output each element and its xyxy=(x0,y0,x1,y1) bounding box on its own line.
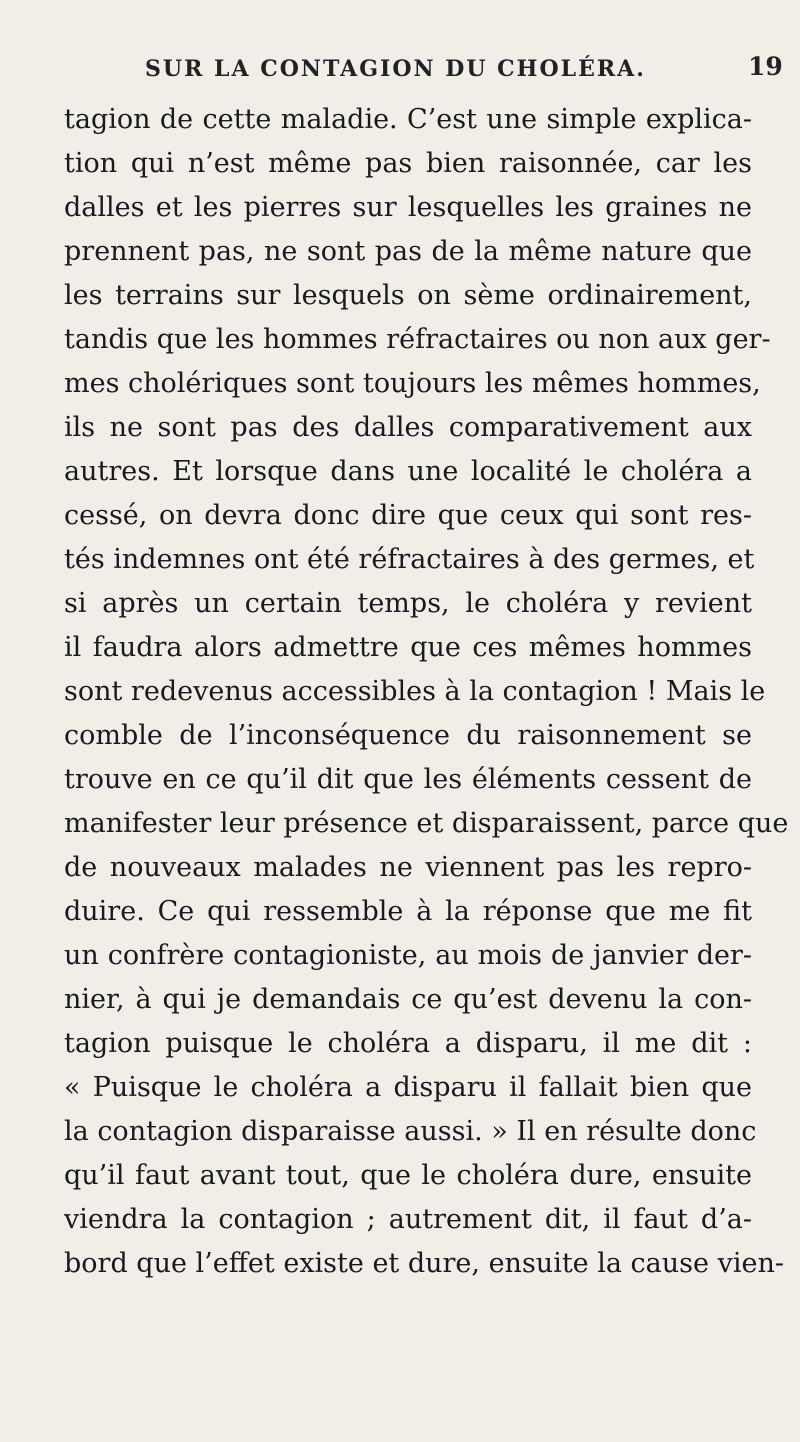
text-line: duire. Ce qui ressemble à la réponse que me fit xyxy=(64,896,752,927)
text-line: la contagion disparaisse aussi. » Il en résulte donc xyxy=(64,1116,757,1147)
text-line: nier, à qui je demandais ce qu’est devenu la con- xyxy=(64,984,752,1015)
text-line: si après un certain temps, le choléra y revient xyxy=(64,588,752,619)
text-line: un confrère contagioniste, au mois de janvier der- xyxy=(64,940,752,971)
text-line: cessé, on devra donc dire que ceux qui sont res- xyxy=(64,500,752,531)
text-line: tandis que les hommes réfractaires ou non aux ger- xyxy=(64,324,771,355)
text-line: tés indemnes ont été réfractaires à des germes, et xyxy=(64,544,755,575)
text-line: tagion puisque le choléra a disparu, il me dit : xyxy=(64,1028,752,1059)
text-line: il faudra alors admettre que ces mêmes hommes xyxy=(64,632,752,663)
text-line: ils ne sont pas des dalles comparativement aux xyxy=(64,412,752,443)
text-line: bord que l’effet existe et dure, ensuite la cause vien- xyxy=(64,1248,784,1279)
text-line: de nouveaux malades ne viennent pas les repro- xyxy=(64,852,752,883)
text-line: manifester leur présence et disparaissent, parce que xyxy=(64,808,789,839)
page-number: 19 xyxy=(748,52,783,81)
text-line: « Puisque le choléra a disparu il fallait bien que xyxy=(64,1072,752,1103)
text-line: viendra la contagion ; autrement dit, il faut d’a- xyxy=(64,1204,752,1235)
text-line: mes cholériques sont toujours les mêmes hommes, xyxy=(64,368,761,399)
text-line: prennent pas, ne sont pas de la même nature que xyxy=(64,236,752,267)
text-line: sont redevenus accessibles à la contagion ! Mais le xyxy=(64,676,766,707)
text-line: tion qui n’est même pas bien raisonnée, car les xyxy=(64,148,752,179)
text-line: comble de l’inconséquence du raisonnement se xyxy=(64,720,752,751)
text-line: qu’il faut avant tout, que le choléra dure, ensuite xyxy=(64,1160,752,1191)
text-line: les terrains sur lesquels on sème ordinairement, xyxy=(64,280,752,311)
text-line: autres. Et lorsque dans une localité le choléra a xyxy=(64,456,752,487)
text-line: dalles et les pierres sur lesquelles les graines ne xyxy=(64,192,752,223)
text-line: tagion de cette maladie. C’est une simple explica- xyxy=(64,104,752,135)
running-title: SUR LA CONTAGION DU CHOLÉRA. xyxy=(145,56,646,82)
text-line: trouve en ce qu’il dit que les éléments cessent de xyxy=(64,764,752,795)
body-text xyxy=(64,98,789,1286)
